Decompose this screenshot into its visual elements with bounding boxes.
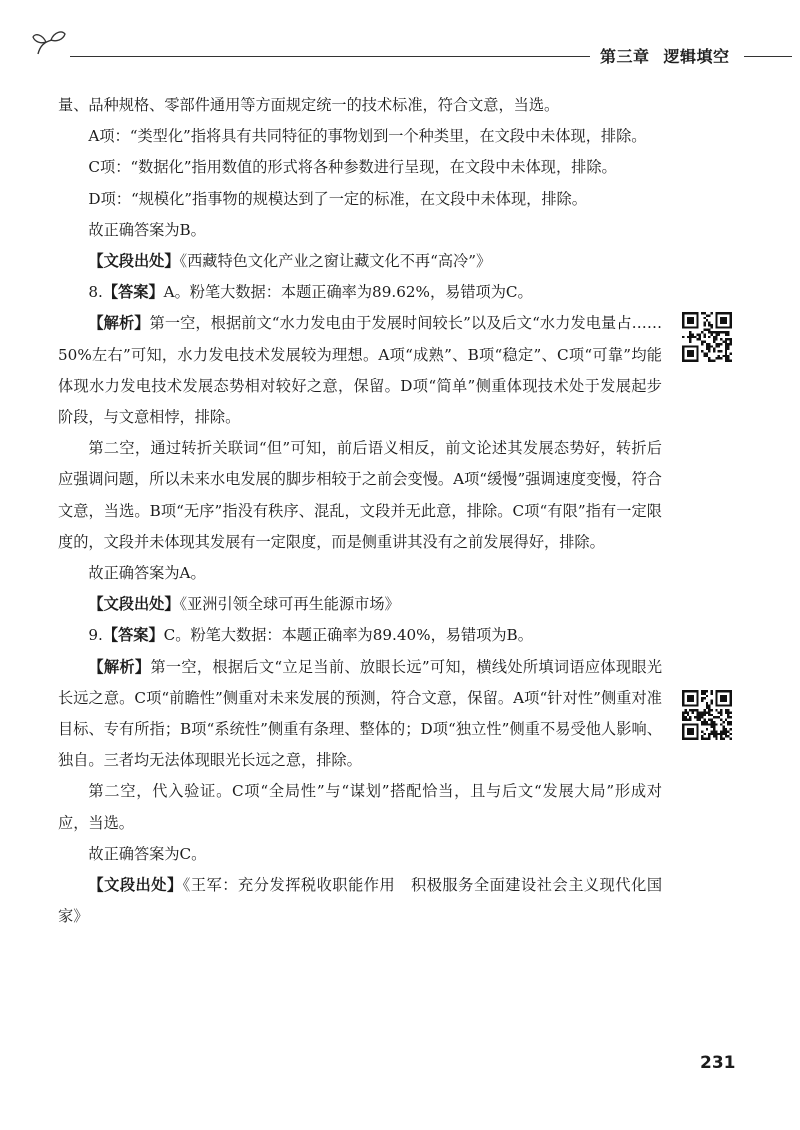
chapter-topic: 逻辑填空	[663, 47, 730, 66]
answer-tag: 【答案】	[102, 626, 164, 645]
paragraph-answer-conclusion-q8: 故正确答案为A。	[88, 564, 206, 583]
paragraph-second-blank-q9: 第二空，代入验证。C项“全局性”与“谋划”搭配恰当，且与后文“发展大局”形成对应，当选。	[58, 782, 662, 832]
paragraph-answer-conclusion-q9: 故正确答案为C。	[88, 844, 207, 863]
analysis-tag: 【解析】	[88, 314, 150, 333]
analysis-text: 第一空，根据前文“水力发电由于发展时间较长”以及后文“水力发电量占……50%左右”可知，水力发电技术发展较为理想。A项“成熟”、B项“稳定”、C项“可靠”均能体现水力发电技术发展态势相对较好之意，保留。D项“简单”侧重体现技术处于发展起步阶段，与文意相悖，排除。	[58, 314, 663, 427]
header-rule-left	[70, 56, 590, 57]
analysis-text: 第一空，根据后文“立足当前、放眼长远”可知，横线处所填词语应体现眼光长远之意。C项“前瞻性”侧重对未来发展的预测，符合文意，保留。A项“针对性”侧重对准目标、专有所指；B项“系统性”侧重有条理、整体的；D项“独立性”侧重不易受他人影响、独自。三者均无法体现眼光长远之意，排除。	[58, 657, 663, 770]
paragraph-option-a: A项：“类型化”指将具有共同特征的事物划到一个种类里，在文段中未体现，排除。	[88, 127, 647, 146]
source-title: 《王军：充分发挥税收职能作用 积极服务全面建设社会主义现代化国家》	[58, 876, 663, 926]
paragraph-source	[58, 246, 662, 277]
page-body	[58, 90, 662, 932]
source-tag: 【文段出处】	[88, 595, 180, 614]
qr-code-question-9[interactable]	[682, 690, 732, 740]
analysis-tag: 【解析】	[88, 657, 151, 676]
paragraph-continuation: 量、品种规格、零部件通用等方面规定统一的技术标准，符合文意，当选。	[58, 96, 560, 114]
answer-text: A。粉笔大数据：本题正确率为89.62%，易错项为C。	[163, 283, 533, 302]
paragraph-source-q9	[58, 870, 662, 932]
source-tag: 【文段出处】	[88, 876, 183, 895]
chapter-title	[600, 44, 730, 67]
paragraph-option-c: C项：“数据化”指用数值的形式将各种参数进行呈现，在文段中未体现，排除。	[88, 158, 617, 177]
question-number: 8.	[88, 283, 103, 302]
header-rule-right	[744, 56, 792, 57]
leaf-sprout-icon	[32, 28, 72, 58]
qr-code-question-8[interactable]	[682, 312, 732, 362]
question-number: 9.	[88, 626, 103, 645]
page-header	[0, 0, 800, 70]
paragraph-second-blank-q8: 第二空，通过转折关联词“但”可知，前后语义相反，前文论述其发展态势好，转折后应强调问题，所以未来水电发展的脚步相较于之前会变慢。A项“缓慢”强调速度变慢，符合文意，当选。B项“无序”指没有秩序、混乱，文段并无此意，排除。C项“有限”指有一定限度的，文段并未体现其发展有一定限度，而是侧重讲其没有之前发展得好，排除。	[58, 439, 662, 551]
source-title: 《西藏特色文化产业之窗让藏文化不再“高冷”》	[179, 252, 492, 271]
paragraph-answer-conclusion: 故正确答案为B。	[88, 220, 206, 239]
source-title: 《亚洲引领全球可再生能源市场》	[179, 595, 400, 614]
paragraph-source-q8	[58, 589, 662, 620]
paragraph-analysis-q9	[58, 652, 662, 777]
answer-text: C。粉笔大数据：本题正确率为89.40%，易错项为B。	[163, 626, 533, 645]
paragraph-answer-q9	[58, 620, 662, 651]
source-tag: 【文段出处】	[88, 252, 180, 271]
paragraph-option-d: D项：“规模化”指事物的规模达到了一定的标准，在文段中未体现，排除。	[88, 189, 587, 208]
paragraph-analysis-q8	[58, 308, 662, 433]
paragraph-answer-q8	[58, 277, 662, 308]
answer-tag: 【答案】	[102, 283, 164, 302]
page-number: 231	[700, 1053, 736, 1073]
chapter-number: 第三章	[600, 47, 650, 66]
